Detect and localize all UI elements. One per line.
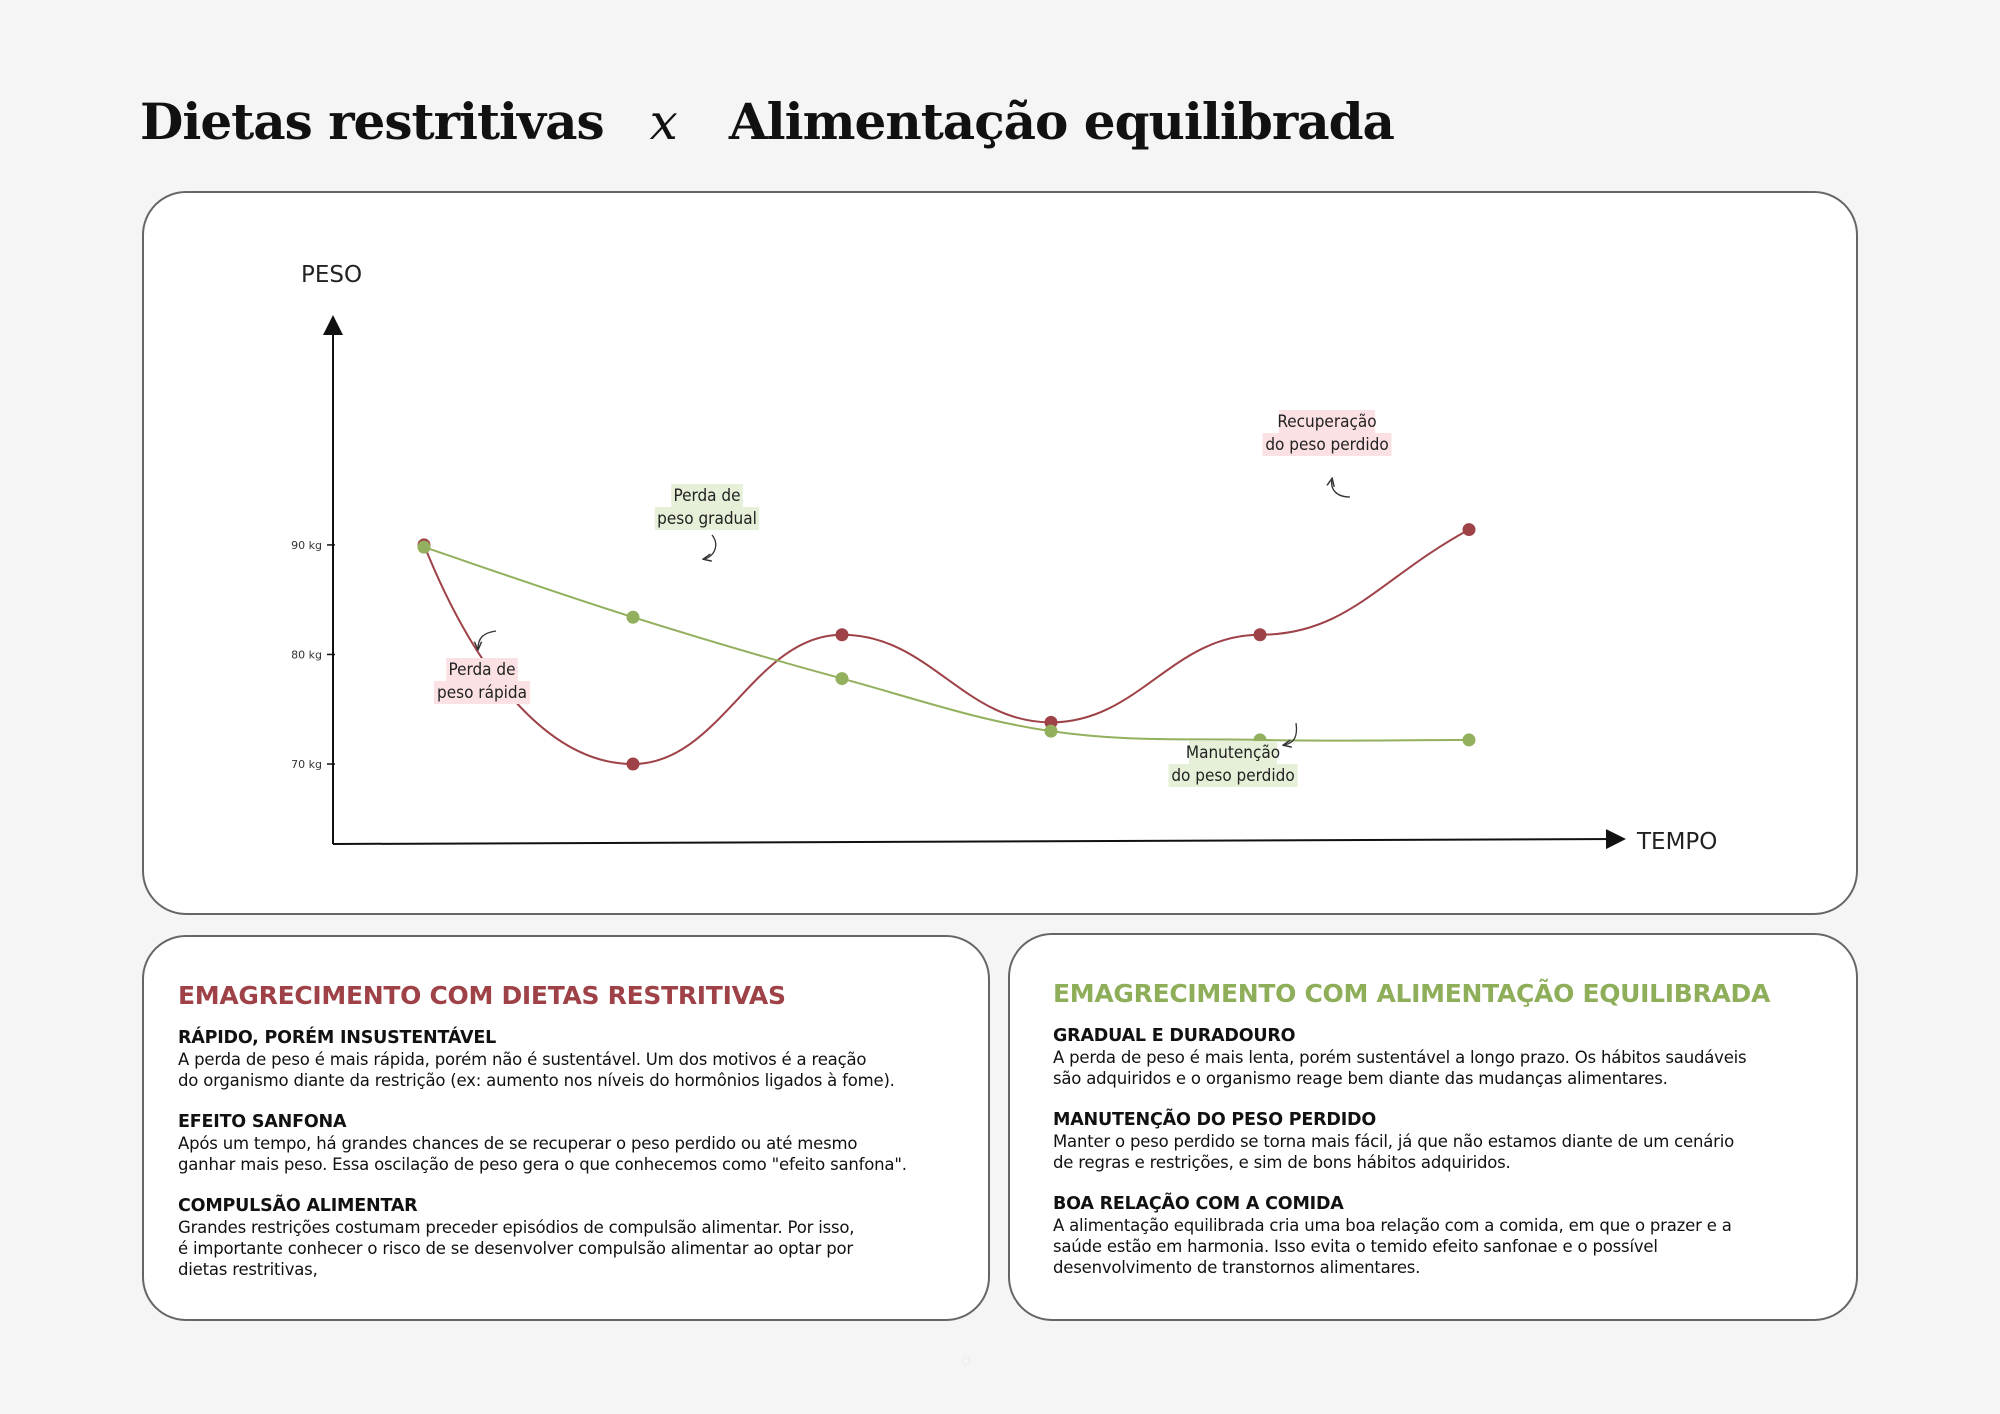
restrictive-section bbox=[178, 1195, 968, 1280]
annotation-label: do peso perdido bbox=[1265, 435, 1389, 455]
restrictive-diet-panel bbox=[142, 935, 990, 1321]
balanced-heading: EMAGRECIMENTO COM ALIMENTAÇÃO EQUILIBRADA bbox=[1053, 979, 1771, 1008]
annotation-arrow bbox=[478, 631, 496, 649]
restrictive-section bbox=[178, 1027, 968, 1091]
balanced-point bbox=[1463, 733, 1476, 746]
title-separator: x bbox=[649, 93, 677, 151]
annotation-perda-gradual bbox=[655, 484, 759, 559]
y-tick-label: 80 kg bbox=[291, 648, 322, 662]
restrictive-sections bbox=[178, 1027, 968, 1300]
restrictive-section-title: COMPULSÃO ALIMENTAR bbox=[178, 1196, 418, 1216]
balanced-diet-panel bbox=[1008, 933, 1858, 1321]
annotation-arrow bbox=[704, 535, 716, 559]
balanced-section-title: BOA RELAÇÃO COM A COMIDA bbox=[1053, 1194, 1344, 1214]
restrictive-section-text: Grandes restrições costumam preceder episódios de compulsão alimentar. Por isso, é importante conhecer o risco de se desenvolver compulsão alimentar ao optar por dietas restritivas, bbox=[178, 1218, 855, 1279]
annotation-arrow bbox=[1332, 479, 1350, 497]
annotation-recuperacao bbox=[1263, 410, 1392, 497]
annotation-label: Perda de bbox=[673, 486, 741, 506]
y-axis-label: PESO bbox=[301, 262, 363, 288]
balanced-point bbox=[627, 611, 640, 624]
title-left: Dietas restritivas bbox=[140, 92, 604, 151]
annotation-arrow bbox=[1284, 723, 1297, 745]
balanced-section-text: A perda de peso é mais lenta, porém sustentável a longo prazo. Os hábitos saudáveis são adquiridos e o organismo reage bem diante das mudanças alimentares. bbox=[1053, 1048, 1747, 1088]
balanced-section bbox=[1053, 1193, 1836, 1278]
balanced-section-text: A alimentação equilibrada cria uma boa relação com a comida, em que o prazer e a saúde estão em harmonia. Isso evita o temido efeito sanfonae e o possível desenvolvimento de transtornos alimentares. bbox=[1053, 1216, 1732, 1277]
restrictive-point bbox=[1254, 628, 1267, 641]
y-tick-label: 90 kg bbox=[291, 538, 322, 552]
annotation-manutencao bbox=[1169, 723, 1298, 787]
balanced-sections bbox=[1053, 1025, 1836, 1298]
x-axis-label: TEMPO bbox=[1637, 829, 1718, 855]
restrictive-section-text: A perda de peso é mais rápida, porém não é sustentável. Um dos motivos é a reação do organismo diante da restrição (ex: aumento nos níveis do hormônios ligados à fome). bbox=[178, 1050, 895, 1090]
annotation-label: Manutenção bbox=[1185, 743, 1281, 763]
restrictive-point bbox=[836, 628, 849, 641]
x-axis bbox=[333, 839, 1622, 844]
chart-card bbox=[142, 191, 1858, 915]
balanced-section-title: GRADUAL E DURADOURO bbox=[1053, 1026, 1296, 1046]
annotation-label: peso gradual bbox=[657, 509, 757, 529]
restrictive-section bbox=[178, 1111, 968, 1175]
balanced-section bbox=[1053, 1109, 1836, 1173]
restrictive-series-line bbox=[424, 530, 1469, 764]
balanced-point bbox=[418, 541, 431, 554]
title-right: Alimentação equilibrada bbox=[728, 92, 1394, 151]
restrictive-point bbox=[1463, 523, 1476, 536]
restrictive-point bbox=[627, 758, 640, 771]
annotation-label: Recuperação bbox=[1277, 412, 1377, 432]
annotation-label: peso rápida bbox=[436, 683, 528, 703]
annotation-label: do peso perdido bbox=[1171, 766, 1295, 786]
page-title bbox=[140, 92, 1394, 162]
balanced-section bbox=[1053, 1025, 1836, 1089]
balanced-section-text: Manter o peso perdido se torna mais fácil, já que não estamos diante de um cenário de regras e restrições, e sim de bons hábitos adquiridos. bbox=[1053, 1132, 1734, 1172]
y-tick-label: 70 kg bbox=[291, 758, 322, 772]
restrictive-section-title: EFEITO SANFONA bbox=[178, 1112, 347, 1132]
restrictive-heading: EMAGRECIMENTO COM DIETAS RESTRITIVAS bbox=[178, 981, 786, 1010]
restrictive-section-text: Após um tempo, há grandes chances de se recuperar o peso perdido ou até mesmo ganhar mais peso. Essa oscilação de peso gera o que conhecemos como "efeito sanfona". bbox=[178, 1134, 907, 1174]
annotation-perda-rapida bbox=[434, 631, 530, 704]
restrictive-section-title: RÁPIDO, PORÉM INSUSTENTÁVEL bbox=[178, 1028, 497, 1048]
balanced-series-line bbox=[424, 547, 1469, 741]
balanced-point bbox=[1045, 725, 1058, 738]
balanced-section-title: MANUTENÇÃO DO PESO PERDIDO bbox=[1053, 1110, 1377, 1130]
watermark-logo: ◌ bbox=[962, 1356, 971, 1367]
annotation-label: Perda de bbox=[448, 660, 516, 680]
weight-chart bbox=[144, 193, 1856, 913]
balanced-point bbox=[836, 672, 849, 685]
